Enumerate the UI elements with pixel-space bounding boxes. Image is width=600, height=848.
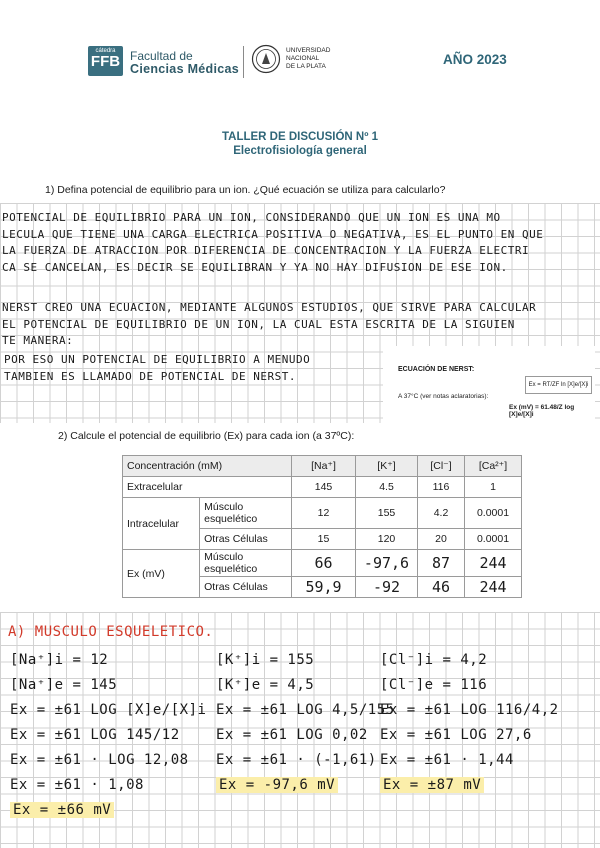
table-cell: 4.2 <box>418 498 465 529</box>
nernst-subtitle: A 37°C (ver notas aclaratorias): <box>398 393 489 400</box>
table-row <box>123 456 522 477</box>
facultad-line1: Facultad de <box>130 49 193 63</box>
table-row <box>123 550 522 577</box>
question-2: 2) Calcule el potencial de equilibrio (Ex) para cada ion (a 37ºC): <box>58 430 355 442</box>
unlp-name <box>286 47 330 71</box>
work-result-highlight: Ex = ±66 mV <box>10 802 114 818</box>
work-heading: A) MUSCULO ESQUELETICO. <box>8 624 214 640</box>
work-result-highlight: Ex = ±87 mV <box>380 777 484 793</box>
answer1-line: TE MANERA: <box>2 334 74 347</box>
nernst-formula-general: Ex = RT/ZF ln [X]e/[X]i <box>525 376 592 394</box>
answer1-line: LA FUERZA DE ATRACCION POR DIFERENCIA DE CONCENTRACION Y LA FUERZA ELECTRI <box>2 244 530 257</box>
work-line: Ex = ±61 LOG 116/4,2 <box>380 702 559 718</box>
handwritten-cell: 66 <box>292 550 356 577</box>
handwritten-cell: 244 <box>465 550 522 577</box>
row-sublabel <box>200 498 292 529</box>
table-cell: 15 <box>292 529 356 550</box>
question-1: 1) Defina potencial de equilibrio para un ion. ¿Qué ecuación se utiliza para calcularlo? <box>45 184 446 196</box>
handwritten-cell: 87 <box>418 550 465 577</box>
work-line: Ex = ±61 · LOG 12,08 <box>10 752 189 768</box>
table-cell: 155 <box>356 498 418 529</box>
work-line: Ex = ±61 LOG 4,5/155 <box>216 702 395 718</box>
answer1-paragraph3 <box>4 352 310 385</box>
table-row <box>123 498 522 529</box>
table-cell: 4.5 <box>356 477 418 498</box>
handwritten-cell: -92 <box>356 577 418 598</box>
table-cell: 1 <box>465 477 522 498</box>
table-cell: 0.0001 <box>465 529 522 550</box>
work-line: Ex = ±61 · 1,44 <box>380 752 514 768</box>
table-cell: 0.0001 <box>465 498 522 529</box>
table-cell: 20 <box>418 529 465 550</box>
header-cell: [Ca²⁺] <box>465 456 522 477</box>
answer1-line: NERST CREO UNA ECUACION, MEDIANTE ALGUNOS ESTUDIOS, QUE SIRVE PARA CALCULAR <box>2 301 537 314</box>
year-label: AÑO 2023 <box>443 52 507 67</box>
taller-subtitle: Electrofisiología general <box>233 145 367 157</box>
work-line: [Cl⁻]i = 4,2 <box>380 652 488 668</box>
unlp-line2: NACIONAL <box>286 55 320 62</box>
handwritten-cell: -97,6 <box>356 550 418 577</box>
header-cell: [Na⁺] <box>292 456 356 477</box>
unlp-line1: UNIVERSIDAD <box>286 47 331 54</box>
table-cell: 145 <box>292 477 356 498</box>
table-cell: 120 <box>356 529 418 550</box>
work-column-na <box>10 648 206 823</box>
unlp-line3: DE LA PLATA <box>286 63 326 70</box>
work-column-cl <box>380 648 559 798</box>
row-label: Intracelular <box>123 498 200 550</box>
work-line: Ex = ±61 · 1,08 <box>10 777 144 793</box>
sublabel-line: Músculo <box>204 501 244 513</box>
work-result-highlight: Ex = -97,6 mV <box>216 777 338 793</box>
work-line: [Cl⁻]e = 116 <box>380 677 488 693</box>
row-label: Extracelular <box>123 477 292 498</box>
header-cell: Concentración (mM) <box>123 456 292 477</box>
answer1-paragraph2 <box>2 300 536 350</box>
row-sublabel <box>200 550 292 577</box>
sublabel-line: esquelético <box>204 513 258 525</box>
work-line: Ex = ±61 LOG 145/12 <box>10 727 180 743</box>
work-line: Ex = ±61 LOG [X]e/[X]i <box>10 702 207 718</box>
header-cell: [K⁺] <box>356 456 418 477</box>
concentration-table <box>122 455 522 598</box>
handwritten-cell: 244 <box>465 577 522 598</box>
work-line: [K⁺]i = 155 <box>216 652 315 668</box>
answer1-line: EL POTENCIAL DE EQUILIBRIO DE UN ION, LA CUAL ESTA ESCRITA DE LA SIGUIEN <box>2 317 515 331</box>
answer1-paragraph1 <box>2 210 543 276</box>
facultad-name <box>130 50 239 76</box>
work-line: [Na⁺]i = 12 <box>10 652 109 668</box>
answer1-line: LECULA QUE TIENE UNA CARGA ELECTRICA POSITIVA O NEGATIVA, ES EL PUNTO EN QUE <box>2 227 544 241</box>
answer1-line: CA SE CANCELAN, ES DECIR SE EQUILIBRAN Y YA NO HAY DIFUSION DE ESE ION. <box>2 260 508 274</box>
taller-title: TALLER DE DISCUSIÓN Nº 1 <box>221 131 379 143</box>
handwritten-cell: 59,9 <box>292 577 356 598</box>
sublabel-line: esquelético <box>204 563 258 575</box>
table-cell: 116 <box>418 477 465 498</box>
answer1-line: POR ESO UN POTENCIAL DE EQUILIBRIO A MENUDO <box>4 353 311 366</box>
unlp-seal-icon <box>251 44 281 74</box>
answer1-line: TAMBIEN ES LLAMADO DE POTENCIAL DE NERST. <box>4 369 297 383</box>
work-column-k <box>216 648 395 798</box>
logo-ffb-text: FFB <box>90 53 121 70</box>
catedra-ffb-logo <box>88 46 123 76</box>
table-row <box>123 477 522 498</box>
header-divider <box>243 46 244 78</box>
sublabel-line: Músculo <box>204 551 244 563</box>
logo-catedra-text: cátedra <box>95 48 116 54</box>
answer1-line: POTENCIAL DE EQUILIBRIO PARA UN ION, CONSIDERANDO QUE UN ION ES UNA MO <box>2 211 501 224</box>
work-line: Ex = ±61 LOG 0,02 <box>216 727 368 743</box>
work-line: Ex = ±61 · (-1,61) <box>216 752 377 768</box>
nernst-title: ECUACIÓN DE NERST: <box>398 366 475 373</box>
handwritten-cell: 46 <box>418 577 465 598</box>
work-line: Ex = ±61 LOG 27,6 <box>380 727 532 743</box>
row-label: Ex (mV) <box>123 550 200 598</box>
nernst-formula-37c: Ex (mV) = 61.48/Z log [X]e/[X]i <box>509 404 575 418</box>
table-cell: 12 <box>292 498 356 529</box>
row-sublabel: Otras Células <box>200 577 292 598</box>
work-line: [Na⁺]e = 145 <box>10 677 118 693</box>
header-cell: [Cl⁻] <box>418 456 465 477</box>
facultad-line2: Ciencias Médicas <box>130 62 240 76</box>
work-line: [K⁺]e = 4,5 <box>216 677 315 693</box>
row-sublabel: Otras Células <box>200 529 292 550</box>
